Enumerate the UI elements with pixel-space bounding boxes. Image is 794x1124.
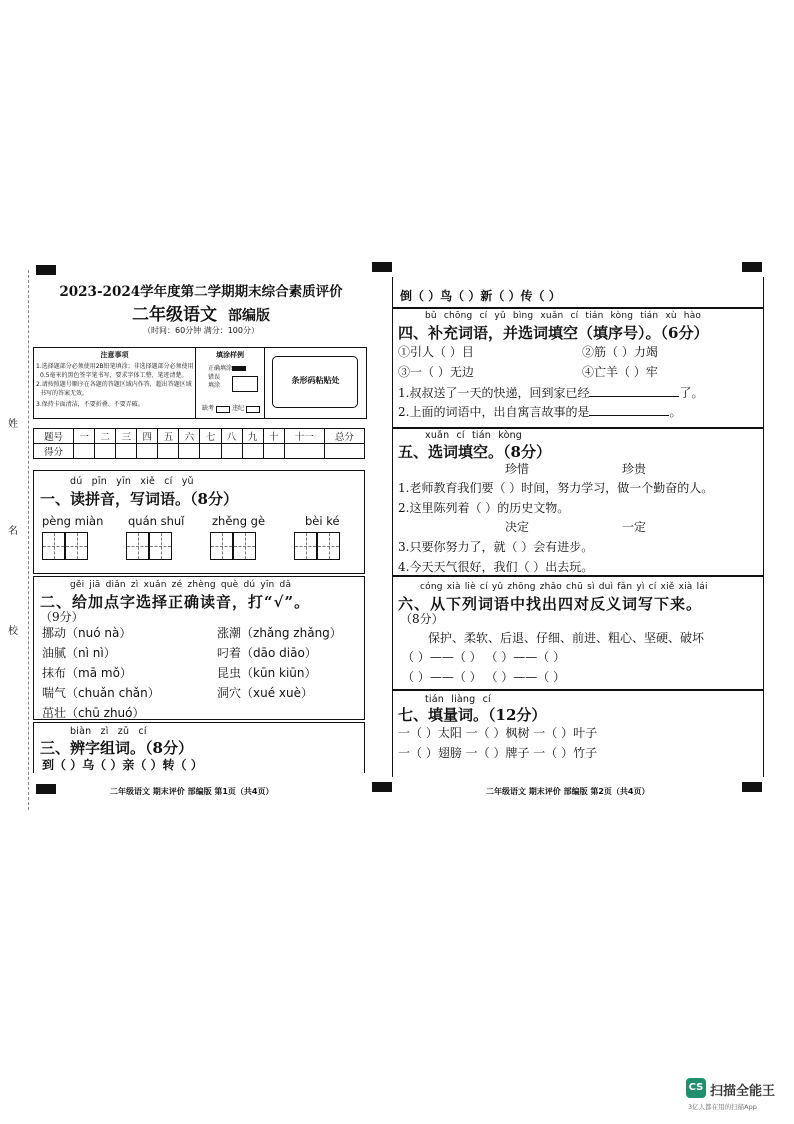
right-top-line[interactable]: 倒（ ）鸟（ ）新（ ）传（ ） xyxy=(400,289,561,303)
q4-sentence-2 xyxy=(398,403,681,420)
score-header-cell: 六 xyxy=(179,429,200,444)
writing-grid-cell[interactable] xyxy=(233,532,256,560)
q2-word: 抹布 xyxy=(42,666,67,680)
score-table-header-row xyxy=(34,429,365,444)
q5-sentence[interactable]: 1.老师教育我们要（ ）时间，努力学习，做一个勤奋的人。 xyxy=(398,481,714,495)
grade-subject: 二年级语文 xyxy=(131,305,217,325)
score-cell[interactable] xyxy=(95,444,116,459)
score-cell[interactable] xyxy=(284,444,324,459)
score-header-cell: 十一 xyxy=(284,429,324,444)
q2-word: 昆虫 xyxy=(217,666,242,680)
q1-pinyin-word: quán shuǐ xyxy=(128,514,185,528)
fill-sample-title: 填涂样例 xyxy=(216,351,244,359)
section-2-title: 二、给加点字选择正确读音，打“√”。 xyxy=(40,593,311,611)
q4-blank[interactable] xyxy=(589,415,669,416)
scanner-brand: 扫描全能王 xyxy=(710,1084,776,1099)
q6-answer-line[interactable]: （ ）——（ ） （ ）——（ ） xyxy=(402,650,566,664)
score-table-score-row xyxy=(34,444,365,459)
score-cell[interactable] xyxy=(324,444,364,459)
notes-line: 书写的答案无效。 xyxy=(40,390,89,397)
section-3-pinyin: biàn zì zǔ cí xyxy=(70,726,147,737)
score-cell[interactable] xyxy=(74,444,95,459)
section-2-pinyin: gěi jiā diǎn zì xuǎn zé zhèng què dú yīn dǎ xyxy=(70,580,292,590)
q7-row[interactable]: 一（ ）太阳 一（ ）枫树 一（ ）叶子 xyxy=(398,726,598,740)
section-3-line[interactable]: 到（ ）乌（ ）亲（ ）转（ ） xyxy=(42,758,203,772)
left-page-footer: 二年级语文 期末评价 部编版 第1页（共4页） xyxy=(110,787,274,796)
edition: 部编版 xyxy=(228,308,271,324)
q2-item xyxy=(42,684,160,701)
score-header-cell: 题号 xyxy=(34,429,74,444)
q2-item xyxy=(217,644,317,661)
q2-options[interactable]: （nì nì） xyxy=(66,646,116,660)
q2-item xyxy=(42,704,145,721)
score-header-cell: 二 xyxy=(95,429,116,444)
q2-word: 洞穴 xyxy=(217,686,242,700)
writing-grid-cell[interactable] xyxy=(126,532,149,560)
q2-item xyxy=(217,684,313,701)
q2-word: 涨潮 xyxy=(217,626,242,640)
notes-line: 1.选择题部分必须使用2B铅笔填涂；非选择题部分必须使用 xyxy=(36,363,194,370)
section-7-title: 七、填量词。（12分） xyxy=(398,706,547,724)
score-cell[interactable] xyxy=(221,444,242,459)
margin-label-name: 姓 xyxy=(8,419,18,430)
section-5-pinyin: xuǎn cí tián kòng xyxy=(425,430,523,441)
exam-subtitle xyxy=(38,300,364,325)
writing-grid-cell[interactable] xyxy=(317,532,340,560)
writing-grid-cell[interactable] xyxy=(65,532,88,560)
corner-mark xyxy=(372,262,392,272)
barcode-label: 条形码粘贴处 xyxy=(291,376,340,385)
score-table xyxy=(33,428,365,459)
section-4-title: 四、补充词语，并选词填空（填序号）。（6分） xyxy=(398,324,709,342)
fill-correct-mark xyxy=(232,366,246,371)
score-cell[interactable] xyxy=(158,444,179,459)
q2-options[interactable]: （nuó nà） xyxy=(66,626,132,640)
score-row-label: 得分 xyxy=(34,444,74,459)
q4-sentence-end: 了。 xyxy=(679,386,704,400)
q2-word: 叼着 xyxy=(217,646,242,660)
q2-item xyxy=(42,624,131,641)
q4-idiom[interactable]: ①引人（ ）目 xyxy=(398,345,474,359)
section-1-pinyin: dú pīn yīn xiě cí yǔ xyxy=(70,476,194,487)
q2-options[interactable]: （zhǎng zhǎng） xyxy=(241,626,342,640)
margin-label-school: 校 xyxy=(8,626,18,637)
q1-pinyin-word: zhěng gè xyxy=(212,514,266,528)
notes-line: 2.请按照题号顺序在各题的答题区域内作答，超出答题区域 xyxy=(36,381,192,388)
q4-sentence-end: 。 xyxy=(669,405,682,419)
corner-mark xyxy=(36,784,56,794)
score-header-cell: 九 xyxy=(242,429,263,444)
fill-correct-label: 正确填涂 xyxy=(208,365,233,372)
q2-options[interactable]: （kūn kiūn） xyxy=(241,666,317,680)
q2-item xyxy=(42,664,132,681)
violation-checkbox[interactable] xyxy=(246,406,260,413)
section-6-pinyin: cóng xià liè cí yǔ zhōng zhǎo chū sì duì fǎn yì cí xiě xià lái xyxy=(420,582,708,592)
fill-wrong-marks xyxy=(232,376,258,392)
q2-options[interactable]: （chuǎn chǎn） xyxy=(66,686,160,700)
q2-word: 茁壮 xyxy=(42,706,67,720)
score-header-cell: 总分 xyxy=(324,429,364,444)
q5-sentence[interactable]: 3.只要你努力了，就（ ）会有进步。 xyxy=(398,540,594,554)
score-cell[interactable] xyxy=(179,444,200,459)
q4-sentence-text: 1.叔叔送了一天的快递，回到家已经 xyxy=(398,386,590,400)
q2-options[interactable]: （chū zhuó） xyxy=(66,706,145,720)
section-4-pinyin: bǔ chōng cí yǔ bìng xuǎn cí tián kòng tián xù hào xyxy=(425,311,702,321)
absent-checkbox[interactable] xyxy=(216,406,230,413)
q2-options[interactable]: （dāo diāo） xyxy=(241,646,317,660)
q2-options[interactable]: （mā mǒ） xyxy=(66,666,132,680)
score-cell[interactable] xyxy=(137,444,158,459)
score-cell[interactable] xyxy=(263,444,284,459)
corner-mark xyxy=(36,265,56,275)
score-header-cell: 五 xyxy=(158,429,179,444)
score-header-cell: 四 xyxy=(137,429,158,444)
q6-answer-line[interactable]: （ ）——（ ） （ ）——（ ） xyxy=(402,670,566,684)
score-cell[interactable] xyxy=(116,444,137,459)
score-cell[interactable] xyxy=(200,444,221,459)
q2-item xyxy=(217,664,317,681)
q6-word-list: 保护、柔软、后退、仔细、前进、粗心、坚硬、破坏 xyxy=(428,631,705,645)
writing-grid-cell[interactable] xyxy=(210,532,233,560)
q4-blank[interactable] xyxy=(589,396,679,397)
q5-option: 珍惜 xyxy=(505,462,530,476)
corner-mark xyxy=(742,782,762,792)
exam-title: 2023-2024学年度第二学期期末综合素质评价 xyxy=(59,284,343,300)
section-5-title: 五、选词填空。（8分） xyxy=(398,443,551,461)
q5-sentence[interactable]: 2.这里陈列着（ ）的历史文物。 xyxy=(398,501,570,515)
q4-idiom[interactable]: ②筋（ ）力竭 xyxy=(582,345,658,359)
q2-word: 挪动 xyxy=(42,626,67,640)
q2-word: 喘气 xyxy=(42,686,67,700)
q5-option: 珍贵 xyxy=(622,462,647,476)
score-cell[interactable] xyxy=(242,444,263,459)
notes-line: 0.5毫米的黑色签字笔书写，要求字体工整、笔迹清楚。 xyxy=(40,372,188,379)
q1-pinyin-word: bèi ké xyxy=(305,514,340,528)
section-6-score: （8分） xyxy=(400,612,444,626)
corner-mark xyxy=(742,262,762,272)
right-page-footer: 二年级语文 期末评价 部编版 第2页（共4页） xyxy=(486,787,650,796)
violation-label: 违纪 xyxy=(232,405,245,412)
scanner-tagline: 3亿人都在用的扫描App xyxy=(688,1103,757,1111)
writing-grid-cell[interactable] xyxy=(149,532,172,560)
q4-idiom[interactable]: ④亡羊（ ）牢 xyxy=(582,365,658,379)
time-info: （时间：60分钟 满分：100分） xyxy=(143,326,259,335)
scanner-logo-icon: CS xyxy=(686,1078,706,1098)
q2-item xyxy=(217,624,342,641)
score-header-cell: 三 xyxy=(116,429,137,444)
score-header-cell: 十 xyxy=(263,429,284,444)
notes-line: 3.保持卡面清洁，不要折叠、不要弄破。 xyxy=(36,401,144,408)
notes-title: 注意事项 xyxy=(100,351,129,359)
score-header-cell: 八 xyxy=(221,429,242,444)
section-2-score: （9分） xyxy=(40,610,84,624)
section-3-title: 三、辨字组词。（8分） xyxy=(40,739,193,757)
margin-label-class: 名 xyxy=(8,526,18,537)
section-1-title: 一、读拼音，写词语。（8分） xyxy=(40,490,238,508)
q2-options[interactable]: （xué xuè） xyxy=(241,686,314,700)
score-header-cell: 一 xyxy=(74,429,95,444)
q1-pinyin-word: pèng miàn xyxy=(42,514,104,528)
binding-margin xyxy=(0,270,29,810)
q5-option: 一定 xyxy=(622,520,647,534)
fill-wrong-label: 错误填涂 xyxy=(208,374,221,389)
q7-row[interactable]: 一（ ）翅膀 一（ ）牌子 一（ ）竹子 xyxy=(398,746,598,760)
writing-grid-cell[interactable] xyxy=(294,532,317,560)
section-7-pinyin: tián liàng cí xyxy=(425,694,491,705)
q4-idiom[interactable]: ③一（ ）无边 xyxy=(398,365,474,379)
q4-sentence-1 xyxy=(398,384,703,401)
q2-item xyxy=(42,644,116,661)
q4-sentence-text: 2.上面的词语中，出自寓言故事的是 xyxy=(398,405,590,419)
q2-word: 油腻 xyxy=(42,646,67,660)
q5-option: 决定 xyxy=(505,520,530,534)
absent-label: 缺考 xyxy=(202,405,215,412)
q5-sentence[interactable]: 4.今天天气很好，我们（ ）出去玩。 xyxy=(398,560,594,574)
score-header-cell: 七 xyxy=(200,429,221,444)
section-6-title: 六、从下列词语中找出四对反义词写下来。 xyxy=(398,595,703,613)
writing-grid-cell[interactable] xyxy=(42,532,65,560)
corner-mark xyxy=(372,782,392,792)
